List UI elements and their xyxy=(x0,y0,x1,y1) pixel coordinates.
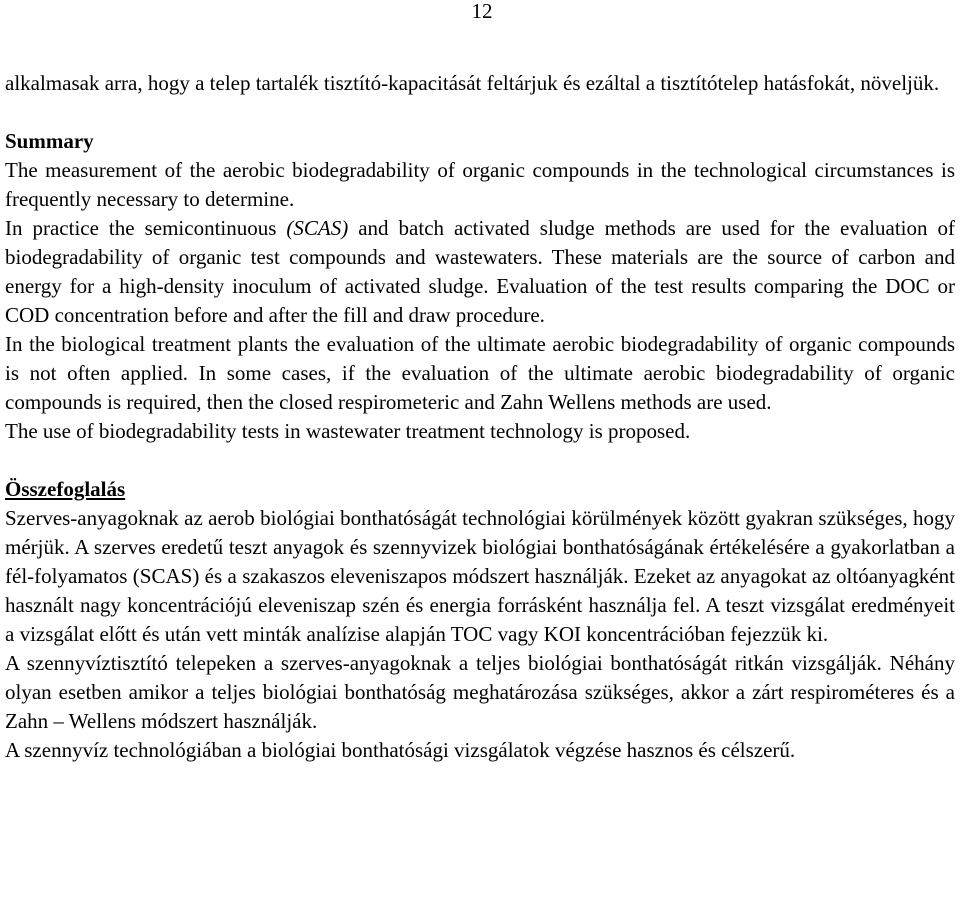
summary-paragraph-2 xyxy=(5,214,955,330)
page-body xyxy=(5,69,955,765)
osszefoglalas-paragraph-1: Szerves-anyagoknak az aerob biológiai bonthatóságát technológiai körülmények között gyakran szükséges, hogy mérjük. A szerves eredetű teszt anyagok és szennyvizek biológiai bonthatóságának értékelésére a gyakorlatban a fél-folyamatos (SCAS) és a szakaszos eleveniszapos módszert használják. Ezeket az anyagokat az oltóanyagként használt nagy koncentrációjú eleveniszap szén és energia forrásként használja fel. A teszt vizsgálat eredményeit a vizsgálat előtt és után vett minták analízise alapján TOC vagy KOI koncentrációban fejezzük ki. xyxy=(5,506,955,646)
intro-paragraph: alkalmasak arra, hogy a telep tartalék tisztító-kapacitását feltárjuk és ezáltal a tisztítótelep hatásfokát, növeljük. xyxy=(5,71,940,95)
summary-paragraph-2-start: In practice the semicontinuous xyxy=(5,216,287,240)
summary-paragraph-1: The measurement of the aerobic biodegradability of organic compounds in the technological circumstances is frequently necessary to determine. xyxy=(5,158,955,211)
spacer xyxy=(5,98,955,127)
page-number: 12 xyxy=(471,0,493,23)
osszefoglalas-paragraph-2: A szennyvíztisztító telepeken a szerves-anyagoknak a teljes biológiai bonthatóságát ritkán vizsgálják. Néhány olyan esetben amikor a teljes biológiai bonthatóság meghatározása szükséges, akkor a zárt respirométeres és a Zahn – Wellens módszert használják. xyxy=(5,651,955,733)
osszefoglalas-heading: Összefoglalás xyxy=(5,477,126,501)
summary-paragraph-3: In the biological treatment plants the evaluation of the ultimate aerobic biodegradability of organic compounds is not often applied. In some cases, if the evaluation of the ultimate aerobic biodegradability of organic compounds is required, then the closed respirometeric and Zahn Wellens methods are used. xyxy=(5,332,955,414)
summary-paragraph-4: The use of biodegradability tests in wastewater treatment technology is proposed. xyxy=(5,419,691,443)
spacer xyxy=(5,446,955,475)
scas-abbreviation: (SCAS) xyxy=(286,216,349,240)
osszefoglalas-paragraph-3: A szennyvíz technológiában a biológiai bonthatósági vizsgálatok végzése hasznos és célszerű. xyxy=(5,738,796,762)
summary-paragraph-2-end: and batch activated sludge methods are used for the evaluation of biodegradability of organic test compounds and wastewaters. These materials are the source of carbon and energy for a high-density inoculum of activated sludge. Evaluation of the test results comparing the DOC or COD concentration before and after the fill and draw procedure. xyxy=(5,216,955,327)
summary-heading: Summary xyxy=(5,129,94,153)
